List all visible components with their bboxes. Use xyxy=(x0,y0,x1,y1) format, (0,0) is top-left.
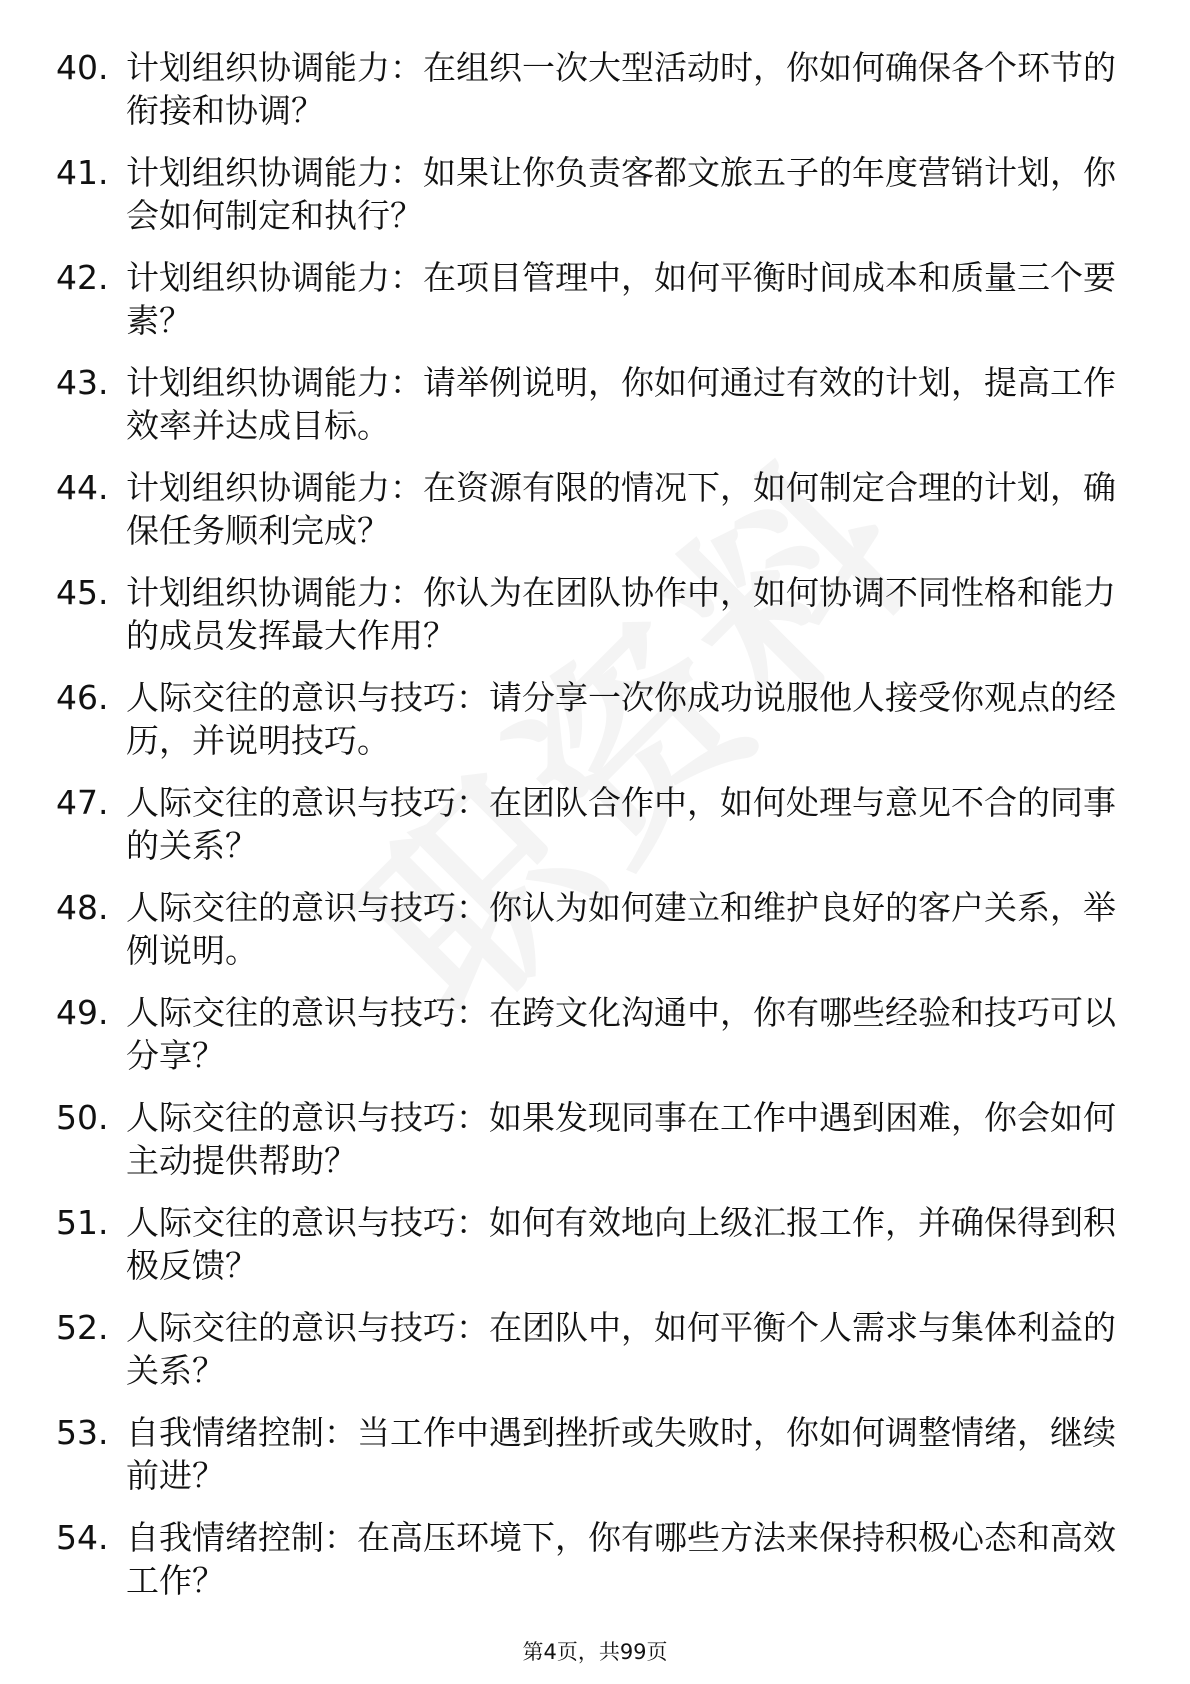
question-number: 41. xyxy=(56,153,109,192)
question-item xyxy=(56,1516,1136,1621)
question-text: 人际交往的意识与技巧：如何有效地向上级汇报工作，并确保得到积极反馈？ xyxy=(126,1203,1116,1285)
question-text: 自我情绪控制：在高压环境下，你有哪些方法来保持积极心态和高效工作？ xyxy=(126,1518,1116,1600)
question-item xyxy=(56,151,1136,256)
question-item xyxy=(56,571,1136,676)
question-item xyxy=(56,361,1136,466)
question-text: 人际交往的意识与技巧：在团队合作中，如何处理与意见不合的同事的关系？ xyxy=(126,783,1116,865)
question-number: 44. xyxy=(56,468,109,507)
question-number: 46. xyxy=(56,678,109,717)
question-item xyxy=(56,466,1136,571)
question-item xyxy=(56,1096,1136,1201)
question-number: 51. xyxy=(56,1203,109,1242)
question-number: 50. xyxy=(56,1098,109,1137)
question-item xyxy=(56,1306,1136,1411)
question-item xyxy=(56,991,1136,1096)
question-number: 43. xyxy=(56,363,109,402)
question-item xyxy=(56,46,1136,151)
question-item xyxy=(56,1411,1136,1516)
question-number: 45. xyxy=(56,573,109,612)
question-number: 48. xyxy=(56,888,109,927)
page-footer: 第4页，共99页 xyxy=(522,1640,668,1664)
question-number: 42. xyxy=(56,258,109,297)
question-item xyxy=(56,676,1136,781)
question-text: 人际交往的意识与技巧：在团队中，如何平衡个人需求与集体利益的关系？ xyxy=(126,1308,1116,1390)
question-text: 计划组织协调能力：请举例说明，你如何通过有效的计划，提高工作效率并达成目标。 xyxy=(126,363,1116,445)
question-text: 计划组织协调能力：你认为在团队协作中，如何协调不同性格和能力的成员发挥最大作用？ xyxy=(126,573,1116,655)
question-number: 54. xyxy=(56,1518,109,1557)
question-text: 计划组织协调能力：在组织一次大型活动时，你如何确保各个环节的衔接和协调？ xyxy=(126,48,1116,130)
question-item xyxy=(56,781,1136,886)
question-text: 自我情绪控制：当工作中遇到挫折或失败时，你如何调整情绪，继续前进？ xyxy=(126,1413,1116,1495)
question-text: 人际交往的意识与技巧：如果发现同事在工作中遇到困难，你会如何主动提供帮助？ xyxy=(126,1098,1116,1180)
question-number: 49. xyxy=(56,993,109,1032)
question-number: 53. xyxy=(56,1413,109,1452)
question-text: 人际交往的意识与技巧：在跨文化沟通中，你有哪些经验和技巧可以分享？ xyxy=(126,993,1116,1075)
question-number: 47. xyxy=(56,783,109,822)
question-text: 人际交往的意识与技巧：请分享一次你成功说服他人接受你观点的经历，并说明技巧。 xyxy=(126,678,1116,760)
question-text: 计划组织协调能力：在资源有限的情况下，如何制定合理的计划，确保任务顺利完成？ xyxy=(126,468,1116,550)
question-text: 计划组织协调能力：如果让你负责客都文旅五子的年度营销计划，你会如何制定和执行？ xyxy=(126,153,1116,235)
question-item xyxy=(56,1201,1136,1306)
question-text: 人际交往的意识与技巧：你认为如何建立和维护良好的客户关系，举例说明。 xyxy=(126,888,1116,970)
question-item xyxy=(56,886,1136,991)
question-number: 40. xyxy=(56,48,109,87)
question-item xyxy=(56,256,1136,361)
question-text: 计划组织协调能力：在项目管理中，如何平衡时间成本和质量三个要素？ xyxy=(126,258,1116,340)
question-list xyxy=(56,46,1136,1621)
question-number: 52. xyxy=(56,1308,109,1347)
